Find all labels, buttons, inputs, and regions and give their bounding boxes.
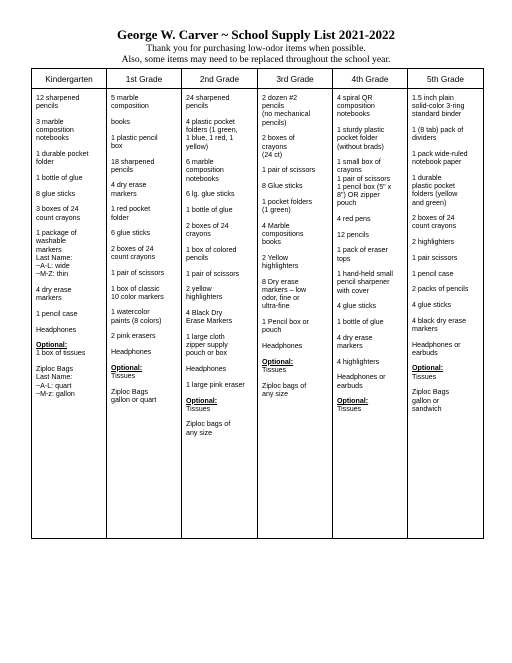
- supply-item: 12 pencils: [337, 230, 369, 239]
- supply-item: 2 boxes of 24 count crayons: [412, 214, 457, 231]
- supply-item: 4 highlighters: [337, 357, 380, 366]
- supply-item: 1 pack of eraser tops: [337, 246, 388, 263]
- supply-item: 2 boxes of 24 crayons: [186, 221, 229, 238]
- supply-item: 2 Yellow highlighters: [262, 253, 299, 271]
- supply-item: 1 bottle of glue: [337, 318, 384, 327]
- supply-item: 1 large pink eraser: [186, 380, 245, 389]
- supply-item: Headphones: [111, 348, 152, 357]
- supply-item: 1 red pocket folder: [111, 205, 151, 222]
- supply-item: 1 pencil case: [412, 269, 454, 278]
- supply-item: 1 pair of scissors: [186, 269, 240, 278]
- supply-item: Optional: Tissues: [337, 397, 369, 414]
- supply-item: 4 glue sticks: [412, 300, 452, 309]
- supply-item: 2 pink erasers: [111, 332, 156, 341]
- supply-column-2nd-grade: [182, 89, 258, 539]
- supply-item: 1 pencil case: [36, 309, 78, 318]
- supply-table: [31, 68, 484, 539]
- supply-item: 4 Black Dry Erase Markers: [186, 309, 233, 326]
- supply-item: 4 plastic pocket folders (1 green, 1 blue, 1 red, 1 yellow): [186, 117, 238, 151]
- supply-item: 1 sturdy plastic pocket folder (without brads): [337, 126, 385, 151]
- supply-item: 3 marble composition notebooks: [36, 117, 74, 143]
- supply-item: Headphones or earbuds: [412, 340, 461, 357]
- supply-item: 1 durable plastic pocket folders (yellow and green): [412, 173, 458, 207]
- supply-item: 2 packs of pencils: [412, 285, 469, 294]
- supply-item: Headphones or earbuds: [337, 373, 386, 390]
- subtitle-line-2: Also, some items may need to be replaced throughout the school year.: [121, 54, 391, 65]
- column-header-5th-grade: 5th Grade: [408, 69, 484, 89]
- supply-item: 1 bottle of glue: [36, 173, 83, 182]
- supply-item: 1 (8 tab) pack of dividers: [412, 126, 464, 143]
- supply-item: 4 dry erase markers: [36, 285, 72, 303]
- supply-column-5th-grade: [408, 89, 484, 539]
- supply-item: 4 glue sticks: [337, 302, 377, 311]
- supply-item: 2 yellow highlighters: [186, 285, 223, 302]
- supply-item: 12 sharpened pencils: [36, 94, 80, 111]
- supply-column-kindergarten: [32, 89, 107, 539]
- supply-item: 4 Marble compositions books: [262, 221, 304, 247]
- supply-item: 6 marble composition notebooks: [186, 158, 224, 183]
- supply-item: 24 sharpened pencils: [186, 94, 230, 111]
- supply-item: books: [111, 117, 130, 126]
- supply-item: 1 box of colored pencils: [186, 245, 237, 262]
- supply-row: [32, 89, 484, 539]
- supply-item: 4 dry erase markers: [111, 181, 147, 198]
- supply-item: 1 large cloth zipper supply pouch or box: [186, 333, 228, 358]
- supply-item: 1 pair of scissors: [111, 268, 165, 277]
- supply-item: Optional: Tissues: [111, 363, 143, 380]
- supply-item: Headphones: [262, 341, 303, 350]
- supply-item: 1 Pencil box or pouch: [262, 318, 309, 335]
- supply-item: Optional: 1 box of tissues: [36, 341, 86, 358]
- supply-item: 1 durable pocket folder: [36, 150, 89, 167]
- supply-item: Ziploc bags of any size: [186, 420, 231, 437]
- supply-item: 1 watercolor paints (8 colors): [111, 308, 162, 325]
- subtitle-line-1: Thank you for purchasing low-odor items when possible.: [146, 43, 366, 54]
- supply-item: 1 pair scissors: [412, 253, 458, 262]
- supply-item: 3 boxes of 24 count crayons: [36, 205, 81, 222]
- supply-item: 1 pack wide-ruled notebook paper: [412, 150, 468, 167]
- column-header-2nd-grade: 2nd Grade: [182, 69, 258, 89]
- supply-column-3rd-grade: [258, 89, 333, 539]
- supply-item: 8 glue sticks: [36, 189, 76, 198]
- supply-item: 4 black dry erase markers: [412, 316, 467, 333]
- supply-item: 1 small box of crayons 1 pair of scissors 1 pencil box (5" x 8") OR zipper pouch: [337, 158, 392, 208]
- supply-item: 1 bottle of glue: [186, 206, 233, 215]
- supply-item: 5 marble composition: [111, 94, 149, 111]
- supply-item: 2 dozen #2 pencils (no mechanical pencils): [262, 94, 311, 127]
- column-header-4th-grade: 4th Grade: [333, 69, 408, 89]
- supply-column-1st-grade: [107, 89, 182, 539]
- supply-item: Ziploc bags of any size: [262, 381, 307, 398]
- supply-item: 4 dry erase markers: [337, 333, 373, 350]
- supply-item: 4 spiral QR composition notebooks: [337, 94, 375, 119]
- supply-item: Optional: Tissues: [186, 396, 218, 413]
- supply-item: 1 package of washable markers Last Name: ~A-L: wide ~M-Z: thin: [36, 229, 77, 279]
- supply-column-4th-grade: [333, 89, 408, 539]
- supply-item: 2 highlighters: [412, 238, 455, 247]
- supply-item: 18 sharpened pencils: [111, 157, 155, 174]
- supply-item: Headphones: [186, 365, 227, 374]
- supply-item: 1 plastic pencil box: [111, 133, 158, 150]
- column-header-kindergarten: Kindergarten: [32, 69, 107, 89]
- supply-item: Optional: Tissues: [262, 357, 294, 374]
- supply-item: 1 pocket folders (1 green): [262, 197, 313, 215]
- supply-item: 1 box of classic 10 color markers: [111, 284, 164, 301]
- page-title: George W. Carver ~ School Supply List 2021-2022: [116, 27, 396, 42]
- supply-item: Headphones: [36, 325, 77, 334]
- supply-item: 1.5 inch plain solid-color 3-ring standard binder: [412, 94, 465, 119]
- supply-item: 6 glue sticks: [111, 229, 151, 238]
- column-header-3rd-grade: 3rd Grade: [258, 69, 333, 89]
- supply-item: 2 boxes of 24 count crayons: [111, 244, 156, 262]
- supply-item: 6 lg. glue sticks: [186, 190, 235, 199]
- supply-item: Optional: Tissues: [412, 364, 444, 381]
- supply-item: 8 Glue sticks: [262, 182, 303, 191]
- supply-item: Ziploc Bags gallon or quart: [111, 387, 157, 404]
- supply-item: 2 boxes of crayons (24 ct): [262, 134, 295, 159]
- supply-item: 1 pair of scissors: [262, 166, 316, 175]
- supply-item: Ziploc Bags gallon or sandwich: [412, 388, 450, 413]
- supply-item: Ziploc Bags Last Name: ~A-L: quart ~M-z: gallon: [36, 365, 75, 398]
- supply-item: 8 Dry erase markers – low odor, fine or ultra-fine: [262, 277, 307, 311]
- supply-item: 1 hand-held small pencil sharpener with cover: [337, 270, 393, 295]
- supply-item: 4 red pens: [337, 214, 371, 223]
- grade-header-row: [32, 69, 484, 89]
- column-header-1st-grade: 1st Grade: [107, 69, 182, 89]
